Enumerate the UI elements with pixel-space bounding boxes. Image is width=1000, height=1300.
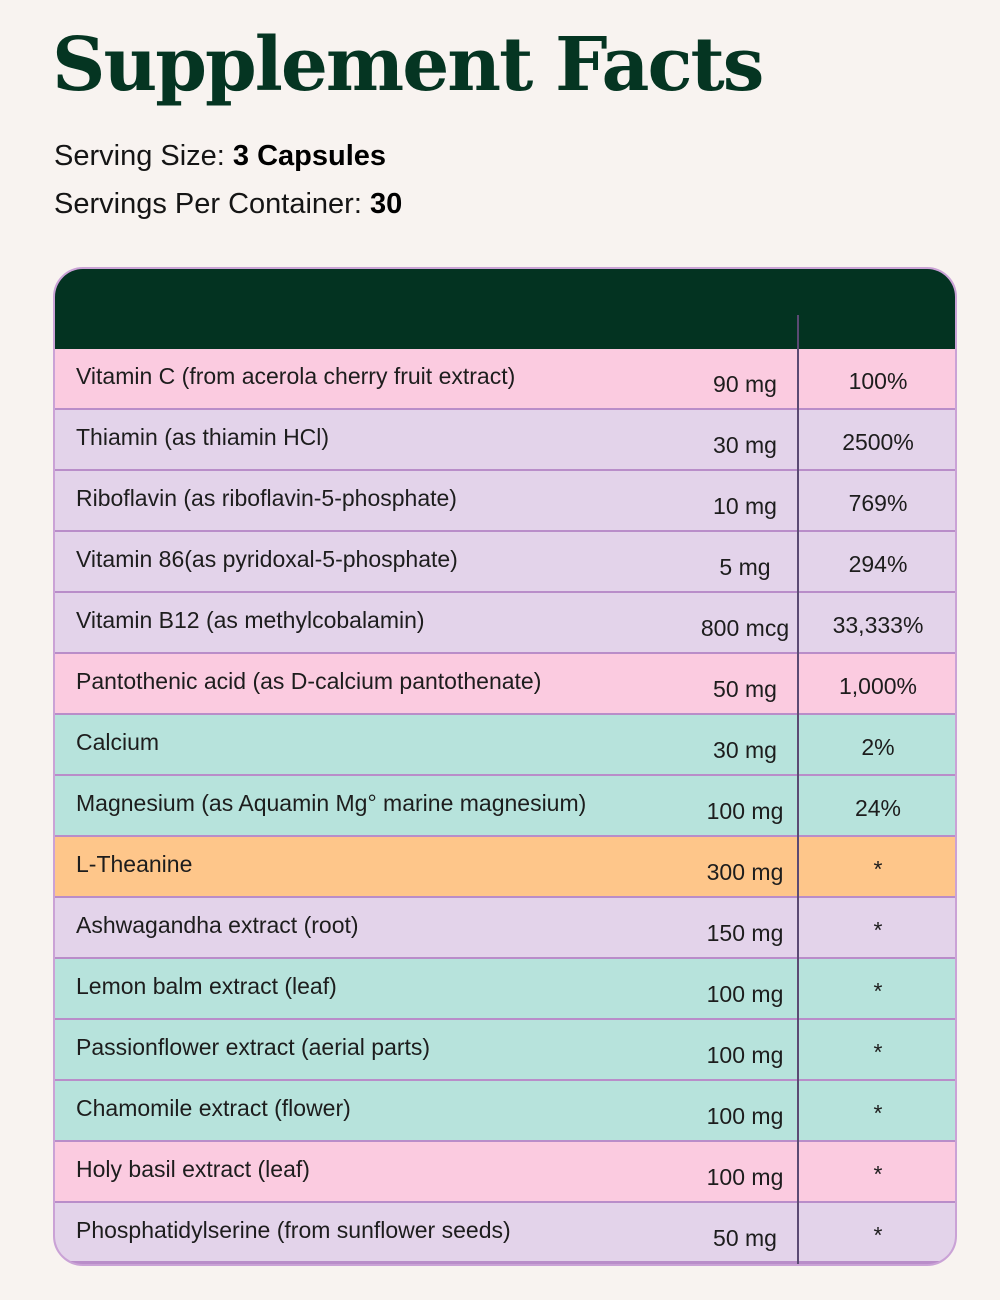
- table-row: [55, 959, 955, 1018]
- serving-size: [54, 138, 386, 174]
- daily-value: 1,000%: [838, 673, 917, 699]
- nutrient-name: Vitamin C (from acerola cherry fruit extract): [76, 363, 516, 389]
- daily-value: *: [873, 917, 883, 943]
- table-row: [55, 776, 955, 835]
- serving-size-label: Serving Size:: [54, 140, 225, 172]
- nutrient-amount: 100 mg: [706, 981, 784, 1007]
- nutrient-amount: 30 mg: [713, 432, 777, 458]
- nutrient-amount: 100 mg: [706, 1164, 784, 1190]
- daily-value: *: [873, 1161, 883, 1187]
- nutrient-amount: 100 mg: [706, 1042, 784, 1068]
- daily-value: 294%: [848, 551, 908, 577]
- nutrient-name: Pantothenic acid (as D-calcium pantothenate): [76, 668, 542, 694]
- daily-value: 24%: [854, 795, 902, 821]
- nutrient-name: Thiamin (as thiamin HCl): [76, 424, 330, 450]
- nutrient-name: Ashwagandha extract (root): [76, 912, 359, 938]
- table-row: [55, 349, 955, 408]
- daily-value: 100%: [848, 368, 908, 394]
- table-row: [55, 593, 955, 652]
- nutrient-amount: 90 mg: [713, 371, 777, 397]
- servings-per-container-label: Servings Per Container:: [54, 188, 362, 220]
- nutrient-name: L-Theanine: [76, 851, 193, 877]
- nutrient-name: Chamomile extract (flower): [76, 1095, 351, 1121]
- nutrient-amount: 150 mg: [706, 920, 784, 946]
- supplement-facts-table: [53, 267, 957, 1266]
- servings-per-container-value: 30: [369, 188, 403, 220]
- daily-value: 2%: [861, 734, 895, 760]
- table-row: [55, 410, 955, 469]
- nutrient-name: Riboflavin (as riboflavin-5-phosphate): [76, 485, 457, 511]
- table-header: [55, 269, 955, 349]
- nutrient-amount: 5 mg: [719, 554, 771, 580]
- nutrient-amount: 300 mg: [706, 859, 784, 885]
- nutrient-amount: 10 mg: [713, 493, 777, 519]
- table-body: [55, 349, 955, 1261]
- nutrient-name: Phosphatidylserine (from sunflower seeds): [76, 1217, 511, 1243]
- serving-size-value: 3 Capsules: [232, 140, 387, 172]
- nutrient-name: Calcium: [76, 729, 160, 755]
- daily-value: *: [873, 1039, 883, 1065]
- table-row: [55, 471, 955, 530]
- daily-value: 769%: [848, 490, 908, 516]
- daily-value: *: [873, 978, 883, 1004]
- nutrient-name: Magnesium (as Aquamin Mg° marine magnesium): [76, 790, 587, 816]
- nutrient-amount: 100 mg: [706, 1103, 784, 1129]
- table-row: [55, 1203, 955, 1261]
- nutrient-amount: 30 mg: [713, 737, 777, 763]
- nutrient-amount: 100 mg: [706, 798, 784, 824]
- table-row: [55, 1142, 955, 1201]
- daily-value: *: [873, 1100, 883, 1126]
- page-title: Supplement Facts: [52, 22, 763, 108]
- daily-value: 33,333%: [832, 612, 924, 638]
- nutrient-name: Vitamin 86(as pyridoxal-5-phosphate): [76, 546, 458, 572]
- nutrient-name: Passionflower extract (aerial parts): [76, 1034, 431, 1060]
- nutrient-name: Vitamin B12 (as methylcobalamin): [76, 607, 425, 633]
- table-row: [55, 532, 955, 591]
- table-row: [55, 837, 955, 896]
- table-row: [55, 1020, 955, 1079]
- table-row: [55, 1081, 955, 1140]
- nutrient-name: Holy basil extract (leaf): [76, 1156, 310, 1182]
- nutrient-name: Lemon balm extract (leaf): [76, 973, 337, 999]
- daily-value: *: [873, 1222, 883, 1248]
- table-row: [55, 654, 955, 713]
- nutrient-amount: 50 mg: [713, 676, 777, 702]
- table-row: [55, 715, 955, 774]
- daily-value: *: [873, 856, 883, 882]
- table-row: [55, 898, 955, 957]
- column-divider: [797, 315, 799, 1264]
- daily-value: 2500%: [842, 429, 914, 455]
- nutrient-amount: 800 mcg: [700, 615, 790, 641]
- servings-per-container: [54, 186, 402, 222]
- nutrient-amount: 50 mg: [713, 1225, 777, 1251]
